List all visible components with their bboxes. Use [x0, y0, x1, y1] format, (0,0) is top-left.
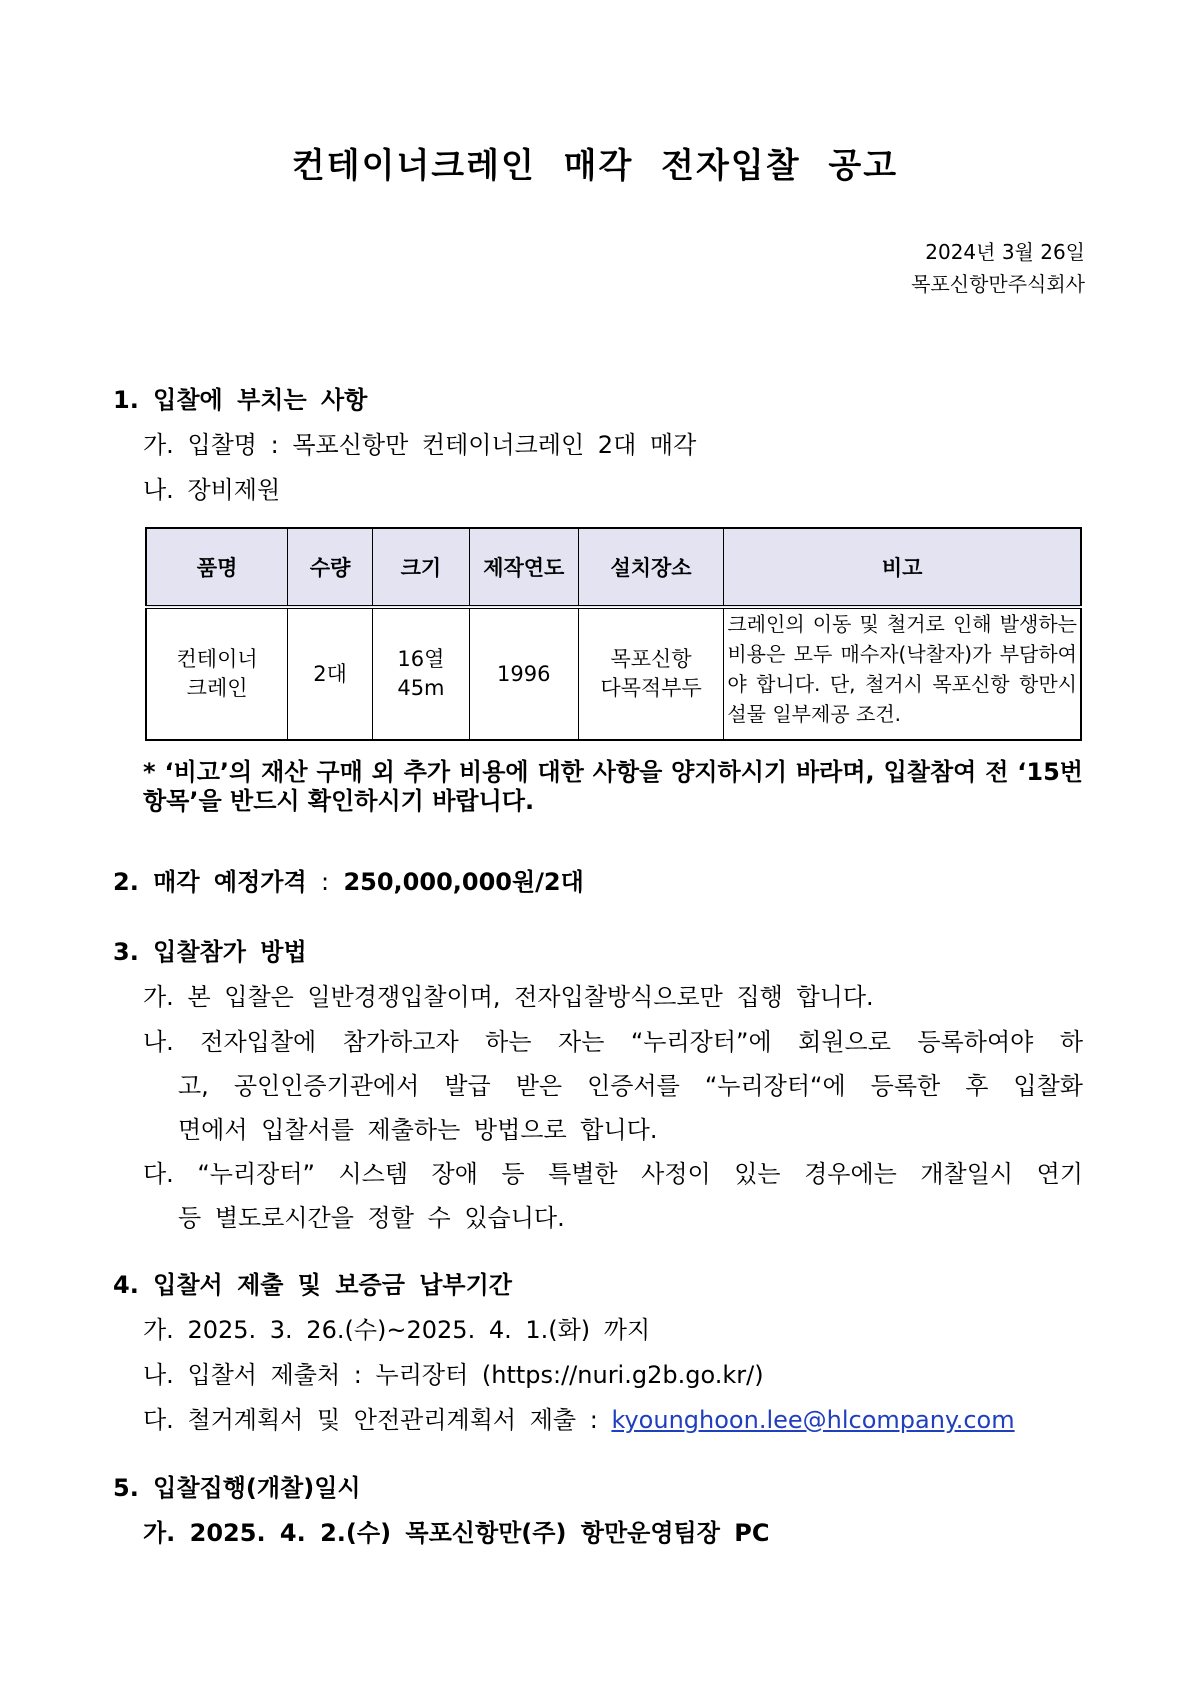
- col-header-year: 제작연도: [469, 528, 578, 607]
- table-footnote: * ‘비고’의 재산 구매 외 추가 비용에 대한 사항을 양지하시기 바라며, 입찰참여 전 ‘15번 항목’을 반드시 확인하시기 바랍니다.: [143, 758, 1083, 815]
- cell-name-line1: 컨테이너: [176, 647, 258, 671]
- table-header-row: [146, 528, 1081, 607]
- equipment-table: [145, 527, 1082, 741]
- cell-name-line2: 크레인: [186, 676, 248, 700]
- price-label: 2. 매각 예정가격: [113, 868, 307, 896]
- cell-size-line1: 16열: [397, 647, 445, 671]
- section-3-item-na-line3: 면에서 입찰서를 제출하는 방법으로 합니다.: [178, 1116, 658, 1144]
- col-header-note: 비고: [724, 528, 1081, 607]
- cell-location: [578, 607, 724, 740]
- table-row: [146, 607, 1081, 740]
- cell-year: 1996: [469, 607, 578, 740]
- document-title: 컨테이너크레인 매각 전자입찰 공고: [291, 146, 899, 186]
- section-3-item-da-line1: 다. “누리장터” 시스템 장애 등 특별한 사정이 있는 경우에는 개찰일시 연기: [143, 1160, 1083, 1188]
- cell-location-line1: 목포신항: [610, 647, 692, 671]
- section-3-heading: 3. 입찰참가 방법: [113, 938, 307, 966]
- issue-info: [911, 236, 1085, 300]
- email-link[interactable]: kyounghoon.lee@hlcompany.com: [611, 1406, 1015, 1434]
- section-4-item-da: [143, 1400, 1015, 1435]
- section-3-item-na-line1: 나. 전자입찰에 참가하고자 하는 자는 “누리장터”에 회원으로 등록하여야 하: [143, 1028, 1083, 1056]
- cell-name: [146, 607, 288, 740]
- issuing-company: 목포신항만주식회사: [911, 272, 1085, 296]
- col-header-name: 품명: [146, 528, 288, 607]
- section-4-item-na: 나. 입찰서 제출처 : 누리장터 (https://nuri.g2b.go.kr/): [143, 1361, 764, 1389]
- section-3-item-da-line2: 등 별도로시간을 정할 수 있습니다.: [178, 1204, 565, 1232]
- cell-qty: 2대: [288, 607, 373, 740]
- cell-size: [373, 607, 470, 740]
- price-colon: :: [321, 868, 330, 896]
- section-2-heading: [113, 862, 584, 897]
- cell-size-line2: 45m: [397, 676, 445, 700]
- section-3-item-ga: 가. 본 입찰은 일반경쟁입찰이며, 전자입찰방식으로만 집행 합니다.: [143, 983, 874, 1011]
- section-5-heading: 5. 입찰집행(개찰)일시: [113, 1474, 361, 1502]
- col-header-size: 크기: [373, 528, 470, 607]
- price-value: 250,000,000원/2대: [343, 868, 584, 896]
- section-1-item-na: 나. 장비제원: [143, 476, 281, 504]
- section-1-heading: 1. 입찰에 부치는 사항: [113, 386, 368, 414]
- col-header-qty: 수량: [288, 528, 373, 607]
- issue-date: 2024년 3월 26일: [925, 240, 1085, 264]
- section-4-heading: 4. 입찰서 제출 및 보증금 납부기간: [113, 1271, 512, 1299]
- section-4-item-ga: 가. 2025. 3. 26.(수)~2025. 4. 1.(화) 까지: [143, 1316, 651, 1344]
- cell-note: 크레인의 이동 및 철거로 인해 발생하는 비용은 모두 매수자(낙찰자)가 부담하여야 합니다. 단, 철거시 목포신항 항만시설물 일부제공 조건.: [724, 607, 1081, 740]
- cell-location-line2: 다목적부두: [600, 676, 702, 700]
- submission-label: 다. 철거계획서 및 안전관리계획서 제출 :: [143, 1406, 612, 1434]
- section-3-item-na-line2: 고, 공인인증기관에서 발급 받은 인증서를 “누리장터“에 등록한 후 입찰화: [178, 1072, 1083, 1100]
- col-header-location: 설치장소: [578, 528, 724, 607]
- section-5-item-ga: 가. 2025. 4. 2.(수) 목포신항만(주) 항만운영팀장 PC: [143, 1519, 770, 1547]
- section-1-item-ga: 가. 입찰명 : 목포신항만 컨테이너크레인 2대 매각: [143, 431, 697, 459]
